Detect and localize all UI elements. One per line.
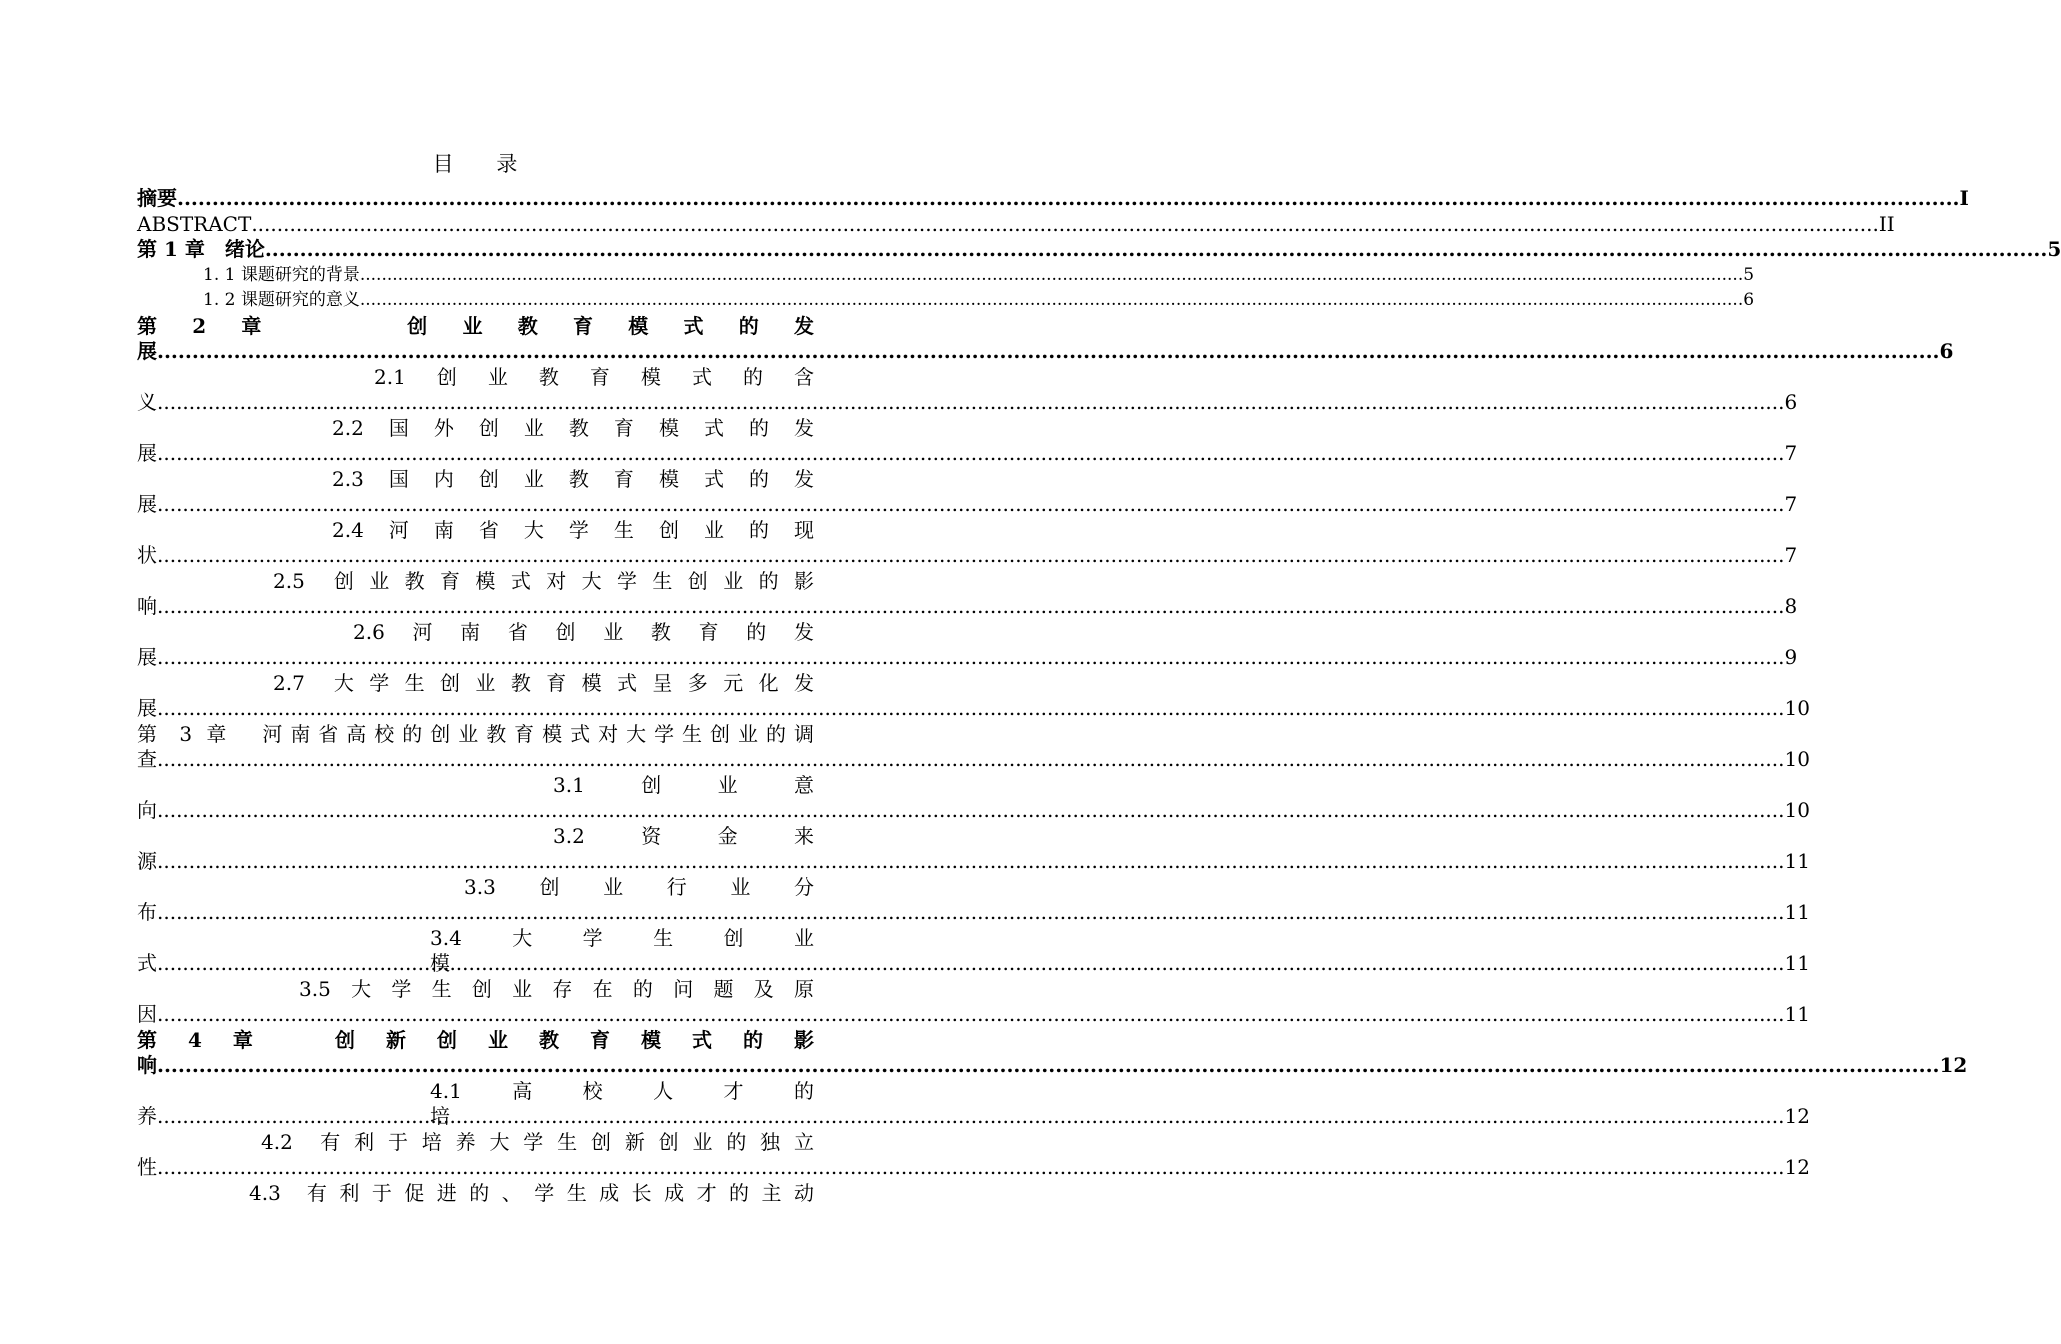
toc-entry-page: 12 (1784, 1104, 1810, 1128)
toc-entry-page: 12 (1939, 1053, 1968, 1077)
toc-entry-label-cont: 义 (137, 390, 157, 414)
toc-entry-page: II (1878, 211, 1895, 236)
toc-entry-label: 1. 1 课题研究的背景 (203, 264, 360, 285)
toc-entry-page: 5 (2047, 237, 2061, 261)
toc-entry-page: 6 (1939, 339, 1954, 363)
toc-entry-chapter-4[interactable] (137, 1027, 1968, 1079)
toc-entry-label-cont: 展 (137, 441, 157, 465)
toc-entry-page: 12 (1784, 1155, 1810, 1179)
toc-entry-label: 1. 2 课题研究的意义 (203, 290, 360, 310)
toc-entry-4-1[interactable] (137, 1078, 1810, 1130)
toc-entry-label: 3.3 创 业 行 业 分 (464, 874, 814, 899)
toc-entry-3-2[interactable] (137, 823, 1810, 875)
toc-title: 目 录 (432, 152, 536, 176)
toc-entry-page: 11 (1784, 900, 1810, 924)
toc-entry-label-cont: 性 (137, 1155, 157, 1179)
toc-entry-label-cont: 展 (137, 339, 157, 363)
toc-entry-label-cont: 向 (137, 798, 157, 822)
toc-entry-page: 7 (1784, 441, 1798, 465)
toc-entry-abstract-en[interactable] (137, 211, 1895, 238)
toc-entry-label: 2.3 国 内 创 业 教 育 模 式 的 发 (332, 466, 814, 491)
toc-entry-label-cont: 源 (137, 849, 157, 873)
toc-entry-label-cont: 展 (137, 492, 157, 516)
toc-entry-label-cont: 响 (137, 594, 157, 618)
toc-entry-page: 10 (1784, 798, 1810, 822)
toc-entry-abstract-cn[interactable] (137, 186, 1969, 212)
toc-entry-label: 2.1 创 业 教 育 模 式 的 含 (374, 364, 814, 389)
toc-entry-label: 4.1 高 校 人 才 的 培 (430, 1078, 854, 1128)
toc-entry-2-2[interactable] (137, 415, 1798, 467)
toc-entry-1-1[interactable] (137, 263, 1755, 289)
toc-entry-chapter-3[interactable] (137, 721, 1810, 773)
toc-entry-page: 11 (1784, 1002, 1810, 1026)
toc-entry-label: 4.2 有 利 于 培 养 大 学 生 创 新 创 业 的 独 立 (261, 1129, 814, 1154)
toc-entry-page: 6 (1784, 390, 1798, 414)
toc-entry-label-cont: 式 (137, 951, 157, 975)
toc-entry-label-cont: 因 (137, 1002, 157, 1026)
toc-entry-label: 3.1 创 业 意 (553, 772, 814, 797)
toc-entry-label: 2.2 国 外 创 业 教 育 模 式 的 发 (332, 415, 814, 440)
toc-entry-chapter-1[interactable] (137, 237, 2061, 263)
toc-entry-label-cont: 展 (137, 645, 157, 669)
toc-entry-page: 11 (1784, 849, 1810, 873)
toc-entry-label-cont: 状 (137, 543, 157, 567)
toc-entry-page: 7 (1784, 543, 1798, 567)
toc-entry-label-cont: 展 (137, 696, 157, 720)
toc-entry-label: 2.4 河 南 省 大 学 生 创 业 的 现 (332, 517, 814, 542)
toc-entry-label: ABSTRACT (137, 211, 252, 236)
toc-entry-label: 第 2 章 创 业 教 育 模 式 的 发 (137, 313, 814, 338)
toc-entry-page: 8 (1784, 594, 1798, 618)
toc-entry-label-cont: 布 (137, 900, 157, 924)
toc-entry-1-2[interactable] (137, 288, 1755, 314)
toc-entry-2-6[interactable] (137, 619, 1798, 671)
toc-entry-2-1[interactable] (137, 364, 1798, 416)
toc-entry-page: 5 (1743, 264, 1755, 285)
toc-entry-3-5[interactable] (137, 976, 1810, 1028)
toc-entry-label: 4.3 有 利 于 促 进 的 、 学 生 成 长 成 才 的 主 动 (249, 1180, 814, 1205)
toc-entry-label-cont: 查 (137, 747, 157, 771)
toc-entry-2-7[interactable] (137, 670, 1810, 722)
toc-entry-page: 6 (1743, 290, 1755, 310)
toc-entry-page: 10 (1784, 747, 1810, 771)
toc-entry-page: 10 (1784, 696, 1810, 720)
toc-entry-label: 3.2 资 金 来 (553, 823, 814, 848)
toc-entry-page: 9 (1784, 645, 1798, 669)
toc-entry-label: 3.4 大 学 生 创 业 模 (430, 925, 854, 975)
toc-entry-4-3[interactable] (137, 1181, 814, 1207)
toc-entry-2-4[interactable] (137, 517, 1798, 569)
toc-entry-label-cont: 响 (137, 1053, 157, 1077)
toc-entry-page: 11 (1784, 951, 1810, 975)
toc-entry-label: 第 3 章 河南省高校的创业教育模式对大学生创业的调 (137, 721, 814, 746)
toc-entry-chapter-2[interactable] (137, 313, 1954, 365)
toc-entry-label: 第 4 章 创 新 创 业 教 育 模 式 的 影 (137, 1027, 814, 1052)
toc-entry-label: 摘要 (137, 186, 177, 210)
toc-entry-2-5[interactable] (137, 568, 1798, 620)
toc-entry-2-3[interactable] (137, 466, 1798, 518)
toc-entry-3-3[interactable] (137, 874, 1810, 926)
toc-entry-label: 2.7 大 学 生 创 业 教 育 模 式 呈 多 元 化 发 (273, 670, 814, 695)
toc-entry-label: 3.5 大 学 生 创 业 存 在 的 问 题 及 原 (299, 976, 814, 1001)
toc-entry-label: 第 1 章 绪论 (137, 237, 265, 261)
toc-entry-label: 2.5 创 业 教 育 模 式 对 大 学 生 创 业 的 影 (273, 568, 814, 593)
toc-entry-label-cont: 养 (137, 1104, 157, 1128)
toc-entry-4-2[interactable] (137, 1129, 1810, 1181)
toc-entry-page: I (1959, 186, 1969, 210)
table-of-contents (137, 186, 2061, 1206)
toc-entry-label: 2.6 河 南 省 创 业 教 育 的 发 (353, 619, 814, 644)
toc-entry-page: 7 (1784, 492, 1798, 516)
toc-entry-3-1[interactable] (137, 772, 1810, 824)
toc-entry-3-4[interactable] (137, 925, 1810, 977)
